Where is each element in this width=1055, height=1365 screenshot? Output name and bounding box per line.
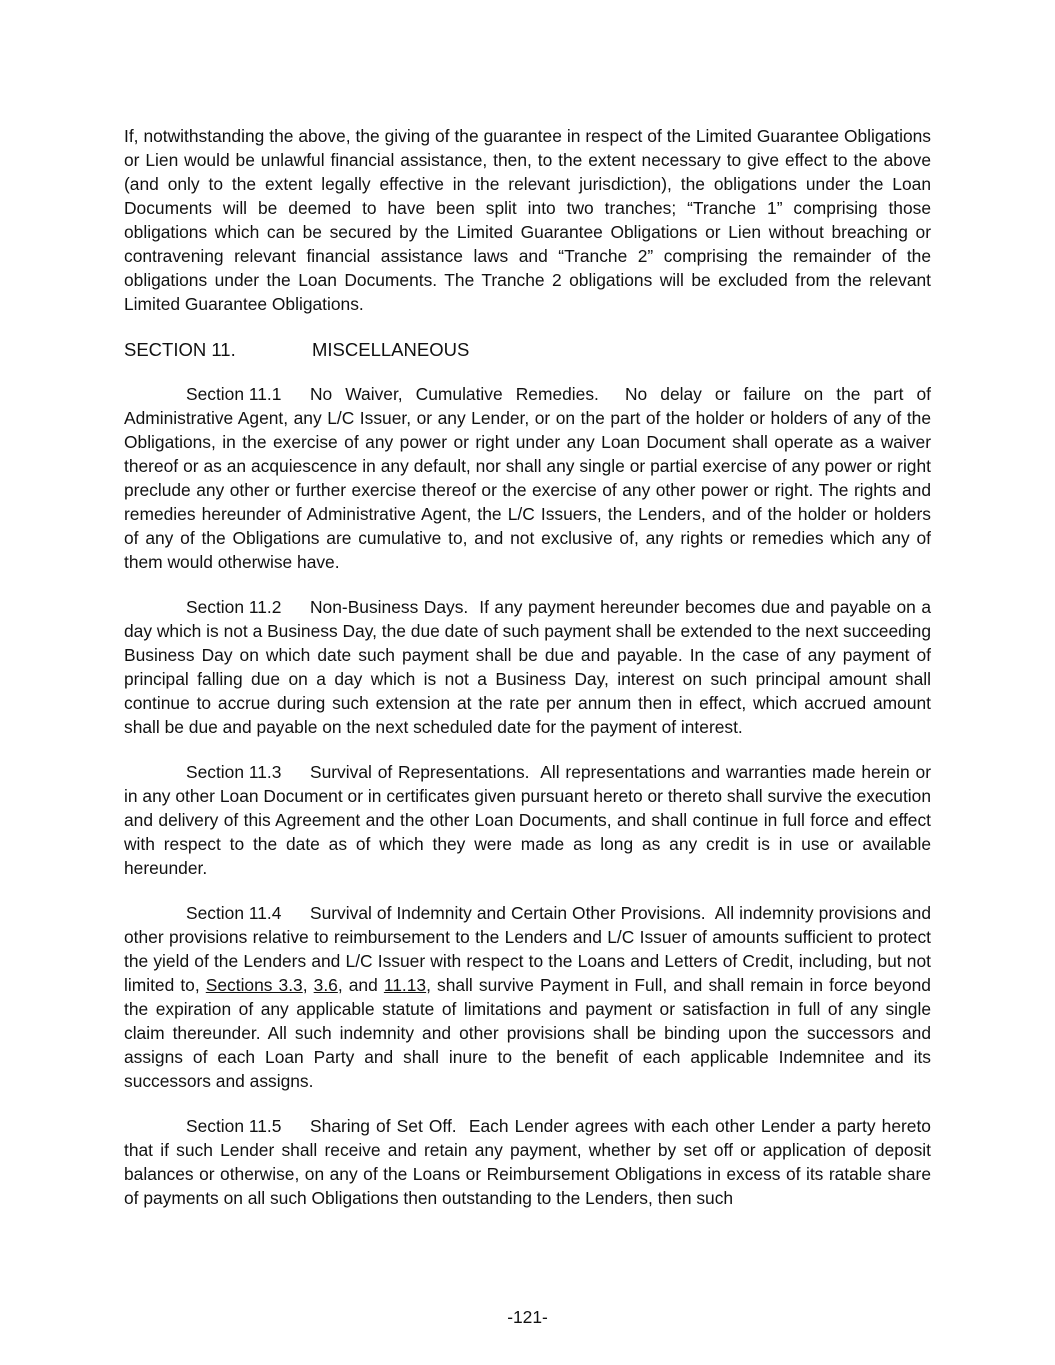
section-11-4 — [124, 901, 931, 1093]
section-11-5-heading: Sharing of Set Off. — [310, 1116, 457, 1136]
section-11-3 — [124, 760, 931, 880]
cross-reference-11-13: 11.13 — [383, 975, 427, 995]
section-11-3-number: Section 11.3 — [186, 762, 282, 782]
section-11-1-text: No delay or failure on the part of Administrative Agent, any L/C Issuer, or any Lender, or on the part of the holder or holders of any of the Obligations, in the exercise of any power or right under any Loan Document shall operate as a waiver thereof or as an acquiescence in any default, nor shall any single or partial exercise of any power or right preclude any other or further exercise thereof or the exercise of any other power or right. The rights and remedies hereunder of Administrative Agent, the L/C Issuers, the Lenders, and of the holder or holders of any of the Obligations are cumulative to, and not exclusive of, any rights or remedies which any of them would otherwise have. — [124, 384, 932, 572]
separator: , — [302, 975, 314, 995]
page-number: -121- — [507, 1307, 548, 1327]
section-11-2 — [124, 595, 931, 739]
document-page — [124, 124, 931, 1231]
section-11-4-text-before: All indemnity provisions and other provisions relative to reimbursement to the Lenders and L/C Issuer of amounts sufficient to protect the yield of the Lenders and L/C Issuer with respect to the Loans and Letters of Credit, including, but not limited to, — [124, 903, 931, 995]
section-11-5 — [124, 1114, 931, 1210]
section-11-4-heading: Survival of Indemnity and Certain Other Provisions. — [310, 903, 706, 923]
section-11-1-heading: No Waiver, Cumulative Remedies. — [310, 384, 599, 404]
section-11-3-heading: Survival of Representations. — [310, 762, 530, 782]
section-11-1 — [124, 382, 931, 574]
section-heading — [124, 338, 931, 362]
section-11-5-number: Section 11.5 — [186, 1116, 282, 1136]
separator: , and — [337, 975, 384, 995]
section-number: SECTION 11. — [124, 339, 236, 360]
section-title: MISCELLANEOUS — [312, 339, 470, 360]
section-11-2-number: Section 11.2 — [186, 597, 282, 617]
section-11-4-number: Section 11.4 — [186, 903, 282, 923]
section-11-5-text: Each Lender agrees with each other Lender a party hereto that if such Lender shall receive and retain any payment, whether by set off or application of deposit balances or otherwise, on any of the Loans or Reimbursement Obligations in excess of its ratable share of payments on all such Obligations then outstanding to the Lenders, then such — [124, 1116, 931, 1208]
cross-reference-sections-3-3: Sections 3.3 — [205, 975, 303, 995]
section-11-1-number: Section 11.1 — [186, 384, 282, 404]
section-11-2-text: If any payment hereunder becomes due and payable on a day which is not a Business Day, the due date of such payment shall be extended to the next succeeding Business Day on which date such payment shall be due and payable. In the case of any payment of principal falling due on a day which is not a Business Day, interest on such principal amount shall continue to accrue during such extension at the rate per annum then in effect, which accrued amount shall be due and payable on the next scheduled date for the payment of interest. — [124, 597, 931, 737]
intro-paragraph: If, notwithstanding the above, the giving of the guarantee in respect of the Limited Guarantee Obligations or Lien would be unlawful financial assistance, then, to the extent necessary to give effect to the above (and only to the extent legally effective in the relevant jurisdiction), the obligations under the Loan Documents will be deemed to have been split into two tranches; “Tranche 1” comprising those obligations which can be secured by the Limited Guarantee Obligations or Lien without breaching or contravening relevant financial assistance laws and “Tranche 2” comprising the remainder of the obligations under the Loan Documents. The Tranche 2 obligations will be excluded from the relevant Limited Guarantee Obligations. — [124, 126, 931, 314]
section-11-4-text-after: , shall survive Payment in Full, and shall remain in force beyond the expiration of any applicable statute of limitations and payment or satisfaction in full of any single claim thereunder. All such indemnity and other provisions shall be binding upon the successors and assigns of each Loan Party and shall inure to the benefit of each applicable Indemnitee and its successors and assigns. — [124, 975, 931, 1091]
section-11-3-text: All representations and warranties made herein or in any other Loan Document or in certificates given pursuant hereto or thereto shall survive the execution and delivery of this Agreement and the other Loan Documents, and shall continue in full force and effect with respect to the date as of which they were made as long as any credit is in use or available hereunder. — [124, 762, 931, 878]
cross-reference-3-6: 3.6 — [313, 975, 338, 995]
section-11-2-heading: Non-Business Days. — [310, 597, 469, 617]
